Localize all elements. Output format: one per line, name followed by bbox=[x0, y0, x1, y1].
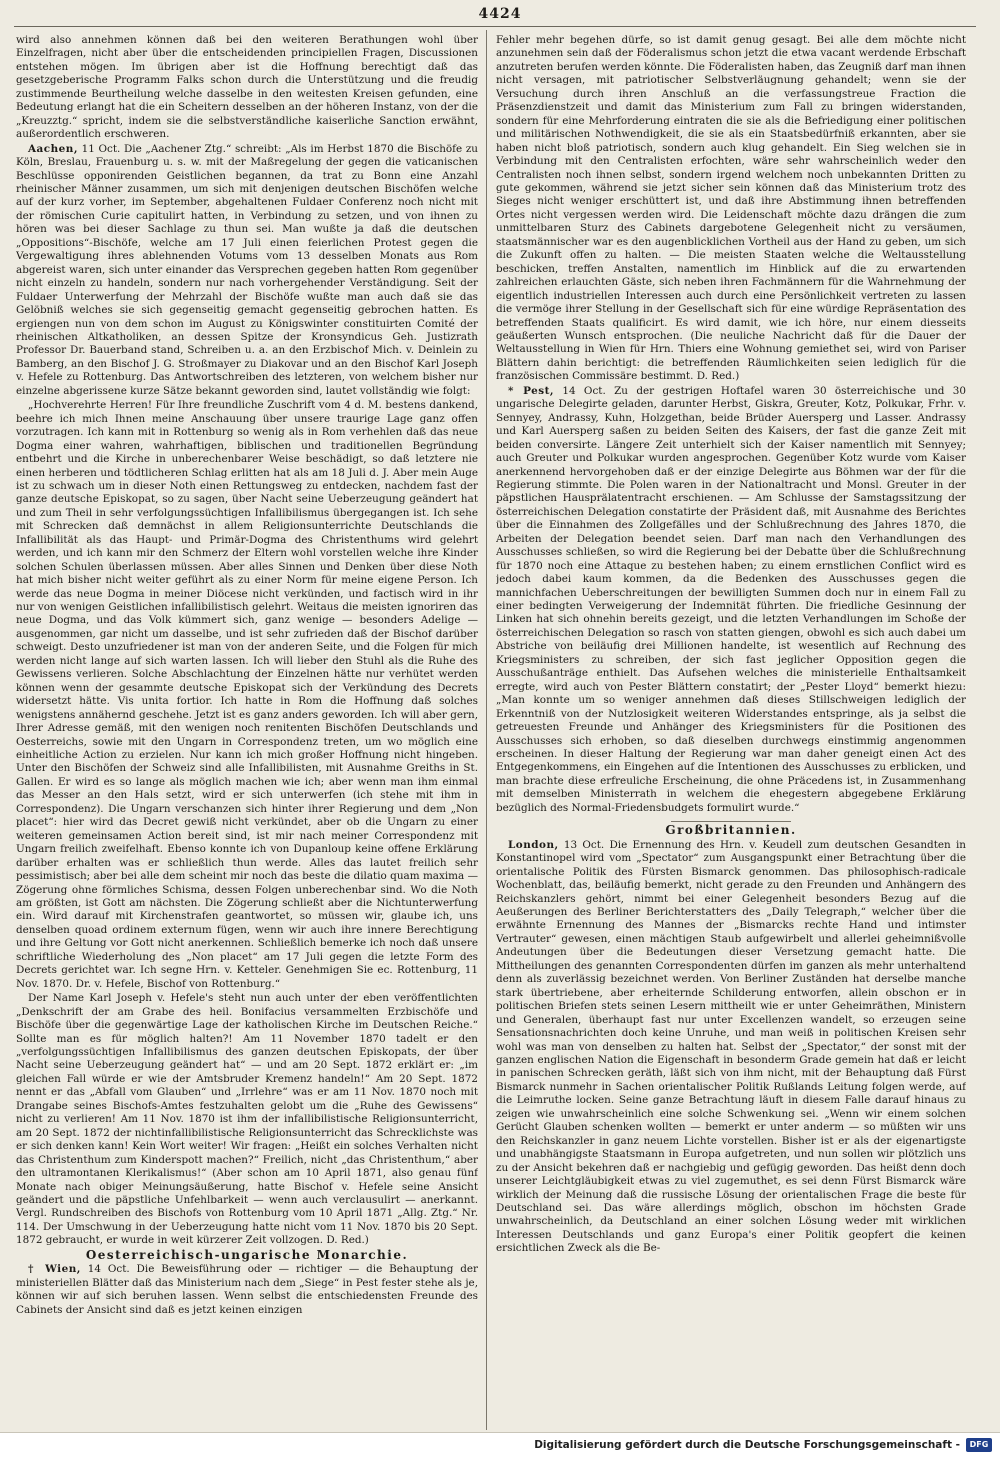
dateline-wien: † Wien, bbox=[28, 1263, 81, 1276]
dateline-aachen: Aachen, bbox=[28, 142, 78, 155]
article-wien-text: 14 Oct. Die Beweisführung oder — richtiger — die Behauptung der ministeriellen Blätter daß das Ministerium nach dem „Siege“ in Pest fester stehe als je, können wir auf sich beruhen lassen. Wenn selbst die entschiedensten Freunde des Cabinets der Ansicht sind daß es jetzt keinen einzigen bbox=[16, 1263, 478, 1316]
funding-notice: Digitalisierung gefördert durch die Deutsche Forschungsgemeinschaft - bbox=[534, 1439, 960, 1451]
section-heading-britain: Großbritannien. bbox=[665, 823, 797, 838]
right-column bbox=[496, 34, 966, 1424]
section-separator bbox=[671, 821, 791, 822]
letter-text: „Hochverehrte Herren! Für Ihre freundliche Zuschrift vom 4 d. M. bestens dankend, beehre ich mich Ihnen meine Anschauung über unsere traurige Lage ganz offen vorzutragen. Ich kann mit in Rottenburg so wenig als in Rom verhehlen daß das neue Dogma einer wahren, wahrhaftigen, biblischen und traditionellen Begründung entbehrt und die Kirche in unberechenbarer Weise beschädigt, so daß letztere nie einen herberen und tödtlicheren Schlag erlitten hat als am 18 Juli d. J. Aber mein Auge ist zu schwach um in dieser Noth einen Rettungsweg zu entdecken, nachdem fast der ganze deutsche Episkopat, so zu sagen, über Nacht seine Ueberzeugung geändert hat und zum Theil in sehr verfolgungssüchtigen Infallibilismus übergegangen ist. Ich sehe mit Schrecken daß demnächst in allem Religionsunterrichte Deutschlands die Infallibilität als das Haupt- und Primär-Dogma des Christenthums wird gelehrt werden, und ich kann mir den Schmerz der Eltern wohl vorstellen welche ihre Kinder solchen Schulen überlassen müssen. Aber alles Sinnen und Denken über diese Noth hat mich bisher nicht weiter geführt als zu einer Norm für meine eigene Person. Ich werde das neue Dogma in meiner Diöcese nicht verkünden, und factisch wird in ihr nur von wenigen Geistlichen infallibilistisch gelehrt. Weitaus die meisten ignoriren das neue Dogma, und das Volk kümmert sich, ganz wenige — besonders Adelige — ausgenommen, gar nicht um dasselbe, und ist sehr zufrieden daß der Bischof darüber schweigt. Desto unzufriedener ist man von der anderen Seite, und die Folgen für mich werden nicht lange auf sich warten lassen. Ich will lieber den Stuhl als die Ruhe des Gewissens verlieren. Solche Abschlachtung der Einzelnen hätte nur verhütet werden können wenn der gesammte deutsche Episkopat sich der Verkündung des Decrets widersetzt hätte. Vis unita fortior. Ich hatte in Rom die Hoffnung daß solches wenigstens annähernd geschehe. Jetzt ist es ganz anders geworden. Ich will aber gern, Ihrer Adresse gemäß, mit den wenigen noch renitenten Bischöfen Deutschlands und Oesterreichs, sowie mit den Ungarn in Correspondenz treten, um wo möglich eine einheitliche Action zu erzielen. Nur kann ich mich großer Hoffnung nicht hingeben. Unter den Bischöfen der Schweiz sind alle Infallibilisten, mit Ausnahme Greiths in St. Gallen. Er wird es so lange als möglich machen wie ich; aber wenn man ihm einmal das Messer an den Hals setzt, wird er sich unterwerfen (ich stehe mit ihm in Correspondenz). Die Ungarn verschanzen sich hinter ihrer Regierung und dem „Non placet“: hier wird das Decret gewiß nicht verkündet, aber ob die Ungarn zu einer weiteren gemeinsamen Action bereit sind, ist mir nach meiner Correspondenz mit Ungarn freilich zweifelhaft. Ebenso konnte ich von Dupanloup keine offene Erklärung darüber erhalten was er schließlich thun werde. Alles das lautet freilich sehr pessimistisch; aber bei alle dem scheint mir noch das beste die dilatio quam maxima — Zögerung ohne förmliches Schisma, dessen Folgen unberechenbar sind. Wo die Noth am größten, ist Gott am nächsten. Die Zögerung schließt aber die Nichtunterwerfung ein. Wird darauf mit Kirchenstrafen geantwortet, so müssen wir, glaube ich, uns denselben quoad ordinem externum fügen, wenn wir auch ihre innere Berechtigung und ihre Geltung vor Gott nicht anerkennen. Schließlich bemerke ich noch daß unsere schriftliche Wiederholung des „Non placet“ am 17 Juli gegen die letzte Form des Decrets gerichtet war. Ich segne Hrn. v. Ketteler. Genehmigen Sie ec. Rottenburg, 11 Nov. 1870. Dr. v. Hefele, Bischof von Rottenburg.“ bbox=[16, 399, 478, 990]
left-column bbox=[16, 34, 478, 1424]
article-wien bbox=[16, 1263, 478, 1317]
article-london bbox=[496, 839, 966, 1256]
section-heading-austria: Oesterreichisch-ungarische Monarchie. bbox=[85, 1247, 409, 1262]
article-aachen-text: 11 Oct. Die „Aachener Ztg.“ schreibt: „Als im Herbst 1870 die Bischöfe zu Köln, Breslau, Frauenburg u. s. w. mit der Maßregelung der gegen die vaticanischen Beschlüsse opponirenden Geistlichen begannen, da trat zu Bonn eine Anzahl rheinischer Männer zusammen, um sich mit denjenigen deutschen Bischöfen welche auf der kurz vorher, im September, abgehaltenen Fuldaer Conferenz noch nicht mit der römischen Curie capitulirt hatten, in Verbindung zu setzen, und von ihnen zu hören was bei dieser Sachlage zu thun sei. Man wußte ja daß die deutschen „Oppositions“-Bischöfe, welche am 17 Juli einen feierlichen Protest gegen die Vergewaltigung ihres ablehnenden Votums vom 13 desselben Monats aus Rom abgereist waren, sich unter einander das Versprechen gegeben hatten Rom gegenüber nicht einzeln zu handeln, sondern nur nach vorhergehender Verständigung. Seit der Fuldaer Unterwerfung der Mehrzahl der Bischöfe wußte man auch daß sie das Gelöbniß welches sie sich gegenseitig gemacht gegenseitig gebrochen hatten. Es ergiengen nun von dem schon im August zu Königswinter constituirten Comité der rheinischen Altkatholiken, an dessen Spitze der Kronsyndicus Geh. Justizrath Professor Dr. Bauerband stand, Schreiben u. a. an den Erzbischof Mich. v. Deinlein zu Bamberg, an den Bischof J. G. Stroßmayer zu Diakovar und an den Bischof Karl Joseph v. Hefele zu Rottenburg. Das Antwortschreiben des letzteren, von welchem bisher nur einzelne abgerissene kurze Sätze bekannt geworden sind, lautet vollständig wie folgt: bbox=[16, 142, 478, 397]
article-paragraph: Fehler mehr begehen dürfe, so ist damit genug gesagt. Bei alle dem möchte nicht anzunehmen sein daß der Föderalismus schon jetzt die etwa vacant werdende Erbschaft anzutreten berufen werden könnte. Die Föderalisten haben, das Zeugniß darf man ihnen nicht versagen, mit patriotischer Selbstverläugnung gehandelt; wenn sie der Versuchung durch ihren Anschluß an die verfassungstreue Fraction die Präsenzdienstzeit und damit das Ministerium zum Fall zu bringen widerstanden, sondern für eine Mehrforderung eintraten die sie als die Befriedigung einer politischen und militärischen Nothwendigkeit, die sie als ein Staatsbedürfniß erkannten, aber sie haben nicht bloß patriotisch, sondern auch klug gehandelt. Ein Sieg welchen sie in Verbindung mit den Centralisten erfochten, wäre sehr wahrscheinlich weder den Centralisten noch ihnen selbst, sondern irgend welchem noch unbekannten Dritten zu gute gekommen, während sie jetzt sicher sein können daß das Ministerium trotz des Sieges nicht weniger erschüttert ist, und daß ihre Abstimmung ihnen betreffenden Ortes nicht vergessen werden wird. Die Leidenschaft möchte dazu drängen die zum unmittelbaren Sturz des Cabinets dargebotene Gelegenheit nicht zu versäumen, staatsmännischer war es den augenblicklichen Vortheil aus der Hand zu geben, um sich die Zukunft offen zu halten. — Die meisten Staaten welche die Weltausstellung beschicken, treffen Anstalten, namentlich im Hinblick auf die zu erwartenden zahlreichen erlauchten Gäste, sich neben ihren Fachmännern für die Wahrnehmung der eigentlich industriellen Interessen auch durch eine Persönlichkeit vertreten zu lassen die vermöge ihrer Stellung in der Gesellschaft sich für eine würdige Repräsentation des betreffenden Staats qualificirt. Es wird damit, wie ich höre, nur einem diesseits geäußerten Wunsch entsprochen. (Die neuliche Nachricht daß für die Dauer der Weltausstellung in Wien für Hrn. Thiers eine Wohnung gemiethet sei, wird von Pariser Blättern dahin berichtigt: die betreffenden Räumlichkeiten seien lediglich für die französischen Commissäre bestimmt. D. Red.) bbox=[496, 34, 966, 383]
page-number: 4424 bbox=[478, 6, 522, 22]
dateline-pest: * Pest, bbox=[508, 384, 555, 397]
header-rule bbox=[14, 26, 976, 27]
article-paragraph: Der Name Karl Joseph v. Hefele's steht nun auch unter der eben veröffentlichten „Denkschrift der am Grabe des heil. Bonifacius versammelten Erzbischöfe und Bischöfe über die gegenwärtige Lage der katholischen Kirche im Deutschen Reiche.“ Sollte man es für möglich halten?! Am 11 November 1870 tadelt er den „verfolgungssüchtigen Infallibilismus des ganzen deutschen Episkopats, der über Nacht seine Ueberzeugung geändert hat“ — und am 20 Sept. 1872 erklärt er: „im gleichen Fall würde er wie der Amtsbruder Kremenz handeln!“ Am 20 Sept. 1872 nennt er das „Abfall vom Glauben“ und „Irrlehre“ was er am 11 Nov. 1870 noch mit Drangabe seines Bischofs-Amtes festzuhalten gelobt um die „Ruhe des Gewissens“ nicht zu verlieren! Am 11 Nov. 1870 ist ihm der infallibilistische Religionsunterricht, am 20 Sept. 1872 der nichtinfallibilistische Religionsunterricht das Schrecklichste was er sich denken kann! Kein Wort weiter! Wir fragen: „Heißt ein solches Verhalten nicht das Christenthum zum Kinderspott machen?“ Freilich, nicht „das Christenthum,“ aber den ultramontanen Klerikalismus!“ (Aber schon am 10 April 1871, also genau fünf Monate nach obiger Meinungsäußerung, hatte Bischof v. Hefele seine Ansicht geändert und die päpstliche Unfehlbarkeit — wenn auch verclausulirt — anerkannt. Vergl. Rundschreiben des Bischofs von Rottenburg vom 10 April 1871 „Allg. Ztg.“ Nr. 114. Der Umschwung in der Ueberzeugung hatte nicht vom 11 Nov. 1870 bis 20 Sept. 1872 gebraucht, er wurde in weit kürzerer Zeit vollzogen. D. Red.) bbox=[16, 992, 478, 1247]
article-london-text: 13 Oct. Die Ernennung des Hrn. v. Keudell zum deutschen Gesandten in Konstantinopel wird vom „Spectator“ zum Ausgangspunkt einer Betrachtung über die orientalische Politik des Fürsten Bismarck genommen. Das philosophisch-radicale Wochenblatt, das, beiläufig bemerkt, nicht gerade zu den Freunden und Anhängern des Reichskanzlers gehört, nimmt bei einer Gelegenheit besonders Bezug auf die Aeußerungen des Berliner Berichterstatters des „Daily Telegraph,“ welcher über die erwähnte Ernennung des Mannes der „Bismarcks rechte Hand und intimster Vertrauter“ gewesen, einen mächtigen Staub aufgewirbelt und allerlei geheimnißvolle Andeutungen über die Bedeutungen dieser Versetzung gemacht hatte. Die Mittheilungen des genannten Correspondenten dürfen im ganzen als mehr unterhaltend denn als zuverlässig bezeichnet werden. Von Berliner Zuständen hat derselbe manche stark übertriebene, aber erheiternde Schilderung entworfen, allein obschon er in politischen Briefen stets seinen Lesern mittheilt wie er unter Geheimräthen, Ministern und Generalen, überhaupt fast nur unter Excellenzen wandelt, so erzeugen seine Sensationsnachrichten doch keine Unruhe, und man weiß in politischen Kreisen sehr wohl was man von denselben zu halten hat. Selbst der „Spectator,“ der sonst mit der ganzen englischen Nation die Eigenschaft in besonderm Grade gemein hat daß er leicht in panischen Schrecken geräth, läßt sich von ihm nicht, mit der Behauptung daß Fürst Bismarck nunmehr in Sachen orientalischer Politik Rußlands Leitung folgen werde, auf die Leimruthe locken. Seine ganze Betrachtung läuft in diesem Falle darauf hinaus zu zeigen wie unwahrscheinlich eine solche Schwenkung sei. „Wenn wir einem solchen Gerücht Glauben schenken wollten — bemerkt er unter anderm — so müßten wir uns den Reichskanzler in ganz neuem Lichte vorstellen. Bisher ist er als der eigenartigste und unabhängigste Staatsmann in Europa aufgetreten, und nun sollen wir plötzlich uns zu der Ansicht bekehren daß er nachgiebig und gefügig geworden. Das heißt denn doch unserer Leichtgläubigkeit etwas zu viel zugemuthet, es sei denn Fürst Bismarck wäre wirklich der Meinung daß die russische Lösung der orientalischen Frage die beste für Deutschland sei. Das wäre allerdings möglich, obschon im höchsten Grade unwahrscheinlich, da Deutschland an einer solchen Lösung weder mit wirklichen Interessen Deutschlands und ganz Europa's einer Politik geopfert die keinen ersichtlichen Zweck als die Be- bbox=[496, 838, 966, 1255]
article-paragraph: wird also annehmen können daß bei den weiteren Berathungen wohl über Einzelfragen, nicht aber über die entscheidenden principiellen Fragen, Discussionen entstehen mögen. Im übrigen aber ist die Hoffnung berechtigt daß das gesetzgeberische Programm Falks schon durch die Unterstützung und die freudig zustimmende Beurtheilung welche dasselbe in den weitesten Kreisen gefunden, eine Bedeutung erlangt hat die ein Scheitern desselben an der höheren Instanz, von der die „Kreuzztg.“ spricht, indem sie die selbstverständliche kaiserliche Sanction erwähnt, außerordentlich erschweren. bbox=[16, 34, 478, 141]
dfg-logo: DFG bbox=[966, 1438, 992, 1452]
funding-footer bbox=[0, 1432, 1000, 1459]
column-divider bbox=[486, 30, 487, 1430]
article-aachen bbox=[16, 143, 478, 399]
article-pest-text: 14 Oct. Zu der gestrigen Hoftafel waren 30 österreichische und 30 ungarische Delegirte geladen, darunter Herbst, Giskra, Greuter, Kotz, Polkukar, Frhr. v. Sennyey, Andrassy, Kuhn, Holzgethan, beide Brüder Auersperg und Lasser. Andrassy und Karl Auersperg saßen zu beiden Seiten des Kaisers, der fast die ganze Zeit mit beiden conversirte. Längere Zeit unterhielt sich der Kaiser namentlich mit Sennyey; auch Greuter und Polkukar wurden angesprochen. Gegenüber Kotz wurde vom Kaiser anerkennend hervorgehoben daß er der einzige Delegirte aus Böhmen war der für die Regierung stimmte. Die Polen waren in der Nationaltracht und Monsl. Greuter in der päpstlichen Hausprälatentracht erschienen. — Am Schlusse der Samstagssitzung der österreichischen Delegation constatirte der Präsident daß, mit Ausnahme des Berichtes über die Einnahmen des Zollgefälles und der Schlußrechnung des Jahres 1870, die Arbeiten der Delegation beendet seien. Darf man nach den Verhandlungen des Ausschusses schließen, so wird die Regierung bei der Debatte über die Schlußrechnung für 1870 noch eine Attaque zu bestehen haben; zu einem ernstlichen Conflict wird es jedoch dabei kaum kommen, da die Bedenken des Ausschusses gegen die mannichfachen Ueberschreitungen der bewilligten Summen doch nur in einem Fall zu einer bedingten Verweigerung der Indemnität führten. Die friedliche Gesinnung der Linken hat sich ohnehin bereits gezeigt, und die letzten Verhandlungen im Schoße der österreichischen Delegation so rasch von statten giengen, obwohl es sich auch dabei um Abstriche von beiläufig drei Millionen handelte, ist wesentlich auf Rechnung des Kriegsministers zu schreiben, der sich fast jeglicher Opposition gegen die Ausschußanträge enthielt. Das Aufsehen welches die ministerielle Enthaltsamkeit erregte, wird auch von Pester Blättern constatirt; der „Pester Lloyd“ bemerkt hiezu: „Man konnte um so weniger annehmen daß dieses Stillschweigen lediglich der Erkenntniß von der Nutzlosigkeit weiteren Widerstandes entspringe, als ja selbst die getreuesten Freunde und Anhänger des Kriegsministers für die Positionen des Ausschusses sich erhoben, so daß dieselben durchwegs einstimmig angenommen erscheinen. In dieser Haltung der Regierung war man daher geneigt einen Act des Entgegenkommens, ein Eingehen auf die Intentionen des Ausschusses zu erblicken, und man brachte diese erfreuliche Erscheinung, die ohne Präcedens ist, in Zusammenhang mit demselben Ministerrath in welchem die ehegestern abgegebene Erklärung bezüglich des Normal-Friedensbudgets formulirt wurde.“ bbox=[496, 384, 966, 814]
article-pest bbox=[496, 385, 966, 816]
dateline-london: London, bbox=[508, 838, 559, 851]
